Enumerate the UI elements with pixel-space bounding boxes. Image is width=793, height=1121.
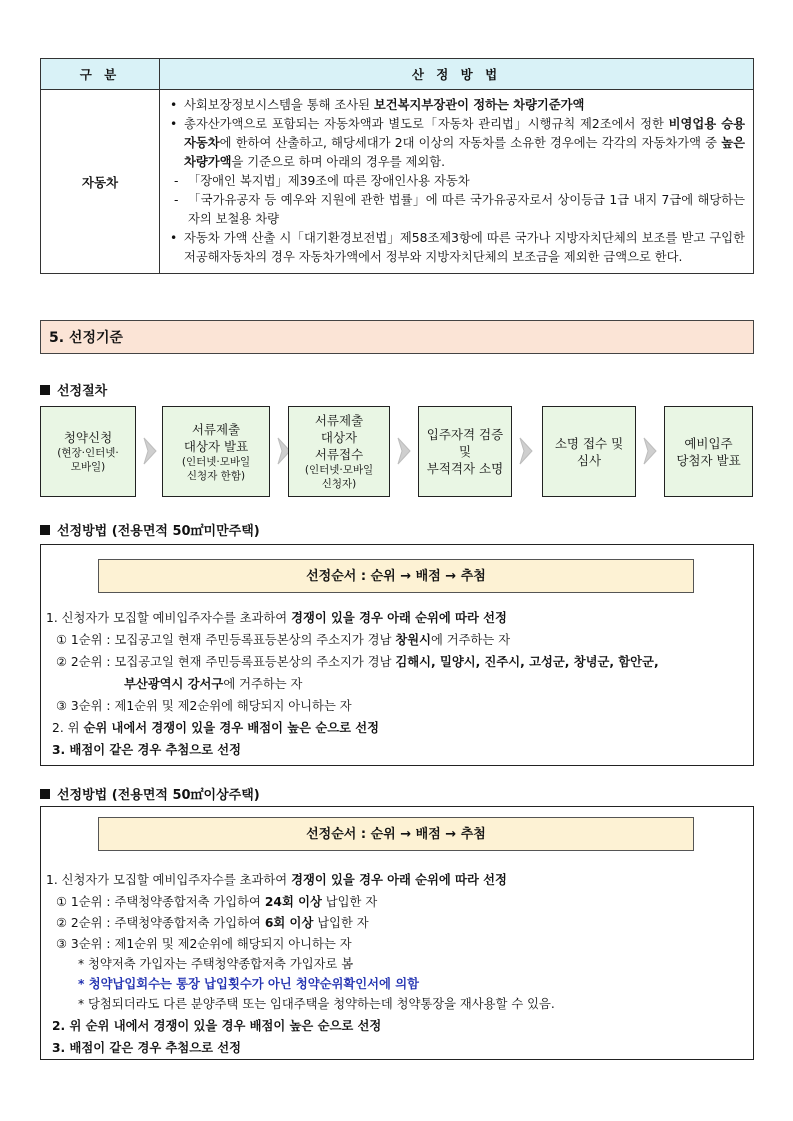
text-run: 에 거주하는 자 <box>223 677 303 691</box>
square-bullet-icon <box>40 789 50 799</box>
text-run: 순위 내에서 경쟁이 있을 경우 배점이 높은 순으로 선정 <box>83 721 380 735</box>
step-note: (현장·인터넷· 모바일) <box>57 447 119 473</box>
text-run: 에 한하여 산출하고, 해당세대가 2대 이상의 자동차를 소유한 경우에는 각각의 자동차가액 중 <box>219 136 722 150</box>
text-run: 보건복지부장관이 정하는 차량기준가액 <box>373 98 585 112</box>
category-cell: 자동차 <box>41 90 160 274</box>
text-run: 높은 차량가액 <box>184 136 745 169</box>
method2-title: 선정방법 (전용면적 50㎡이상주택) <box>57 788 260 803</box>
criteria-line <box>78 955 353 973</box>
step-label: 소명 접수 및 심사 <box>554 435 624 468</box>
text-run: 총자산가액으로 포함되는 자동차액과 별도로「자동차 관리법」시행규칙 제2조에서 정한 <box>184 117 669 131</box>
text-run: 에 거주하는 자 <box>431 633 511 647</box>
criteria-line <box>52 719 379 737</box>
text-run: 납입한 자 <box>321 895 378 909</box>
text-run: 「장애인 복지법」제39조에 따른 장애인사용 자동차 <box>188 174 470 188</box>
chevron-right-icon <box>396 436 412 466</box>
criteria-line <box>56 653 659 671</box>
text-run: * 청약저축 가입자는 주택청약종합저축 가입자로 봄 <box>78 957 354 971</box>
method-text <box>188 191 745 229</box>
text-run: ③ 3순위 : 제1순위 및 제2순위에 해당되지 아니하는 자 <box>56 937 352 951</box>
text-run: 2. 위 <box>52 721 84 735</box>
method1-order: 선정순서 : 순위 → 배점 → 추첨 <box>98 559 694 593</box>
method2-order: 선정순서 : 순위 → 배점 → 추첨 <box>98 817 694 851</box>
method-text <box>184 96 745 115</box>
method2-heading <box>40 784 260 803</box>
procedure-step <box>542 406 636 497</box>
criteria-line <box>56 893 377 911</box>
method-cell <box>160 90 754 274</box>
text-run: ② 2순위 : 주택청약종합저축 가입하여 <box>56 916 265 930</box>
text-run: * 청약납입회수는 통장 납입횟수가 아닌 청약순위확인서에 의함 <box>78 977 419 991</box>
method1-title: 선정방법 (전용면적 50㎡미만주택) <box>57 524 260 539</box>
method-list-item <box>170 191 745 229</box>
method-text <box>184 115 745 172</box>
criteria-line <box>124 675 302 693</box>
procedure-step <box>418 406 512 497</box>
chevron-right-icon <box>142 436 158 466</box>
criteria-line <box>52 1039 241 1057</box>
procedure-title: 선정절차 <box>57 384 108 399</box>
column-header-method: 산 정 방 법 <box>160 59 754 90</box>
method-text <box>188 172 745 191</box>
text-run: ① 1순위 : 주택청약종합저축 가입하여 <box>56 895 265 909</box>
step-label: 예비입주 당첨자 발표 <box>676 435 741 468</box>
procedure-step <box>40 406 136 497</box>
dash-icon: - <box>174 193 179 207</box>
text-run: ② 2순위 : 모집공고일 현재 주민등록표등본상의 주소지가 경남 <box>56 655 396 669</box>
method-text <box>184 229 745 267</box>
text-run: 1. 신청자가 모집할 예비입주자수를 초과하여 <box>46 873 292 887</box>
step-label: 청약신청 <box>63 430 113 445</box>
chevron-right-icon <box>642 436 658 466</box>
criteria-line <box>46 871 507 889</box>
procedure-heading <box>40 380 107 399</box>
vehicle-valuation-table <box>40 58 754 274</box>
step-note: (인터넷·모바일 신청자) <box>304 464 374 490</box>
step-label: 서류제출 대상자 발표 <box>183 421 249 454</box>
dash-icon: - <box>174 174 179 188</box>
text-run: 3. 배점이 같은 경우 추첨으로 선정 <box>52 743 242 757</box>
method-list-item <box>170 96 745 115</box>
chevron-right-icon <box>518 436 534 466</box>
procedure-step <box>664 406 753 497</box>
text-run: 2. 위 순위 내에서 경쟁이 있을 경우 배점이 높은 순으로 선정 <box>52 1019 382 1033</box>
text-run: 24회 이상 <box>264 895 322 909</box>
text-run: 「국가유공자 등 예우와 지원에 관한 법률」에 따른 국가유공자로서 상이등급 1급 내지 7급에 해당하는 자의 보철용 차량 <box>188 193 745 226</box>
criteria-line <box>52 741 241 759</box>
procedure-step <box>162 406 270 497</box>
bullet-icon: • <box>170 98 178 112</box>
text-run: ① 1순위 : 모집공고일 현재 주민등록표등본상의 주소지가 경남 <box>56 633 396 647</box>
text-run: 6회 이상 <box>264 916 314 930</box>
criteria-line <box>56 914 369 932</box>
method-list-item <box>170 229 745 267</box>
procedure-step <box>288 406 390 497</box>
text-run: 납입한 자 <box>313 916 369 930</box>
text-run: * 당첨되더라도 다른 분양주택 또는 임대주택을 청약하는데 청약통장을 재사용할 수 있음. <box>78 997 555 1011</box>
criteria-line <box>78 995 555 1013</box>
bullet-icon: • <box>170 117 178 131</box>
bullet-icon: • <box>170 231 178 245</box>
text-run: 부산광역시 강서구 <box>124 677 224 691</box>
criteria-line <box>56 631 510 649</box>
method-list-item <box>170 172 745 191</box>
method1-heading <box>40 520 260 539</box>
criteria-line <box>56 697 352 715</box>
text-run: 사회보장정보시스템을 통해 조사된 <box>184 98 374 112</box>
text-run: 3. 배점이 같은 경우 추첨으로 선정 <box>52 1041 242 1055</box>
text-run: 1. 신청자가 모집할 예비입주자수를 초과하여 <box>46 611 292 625</box>
column-header-category: 구 분 <box>41 59 160 90</box>
criteria-line <box>46 609 507 627</box>
criteria-line <box>78 975 419 993</box>
criteria-line <box>56 935 352 953</box>
text-run: ③ 3순위 : 제1순위 및 제2순위에 해당되지 아니하는 자 <box>56 699 352 713</box>
step-note: (인터넷·모바일 신청자 한함) <box>181 455 251 482</box>
step-label: 서류제출 대상자 서류접수 <box>314 413 364 462</box>
text-run: 김해시, 밀양시, 진주시, 고성군, 창녕군, 함안군, <box>395 655 659 669</box>
square-bullet-icon <box>40 385 50 395</box>
step-label: 입주자격 검증 및 부적격자 소명 <box>426 427 504 476</box>
text-run: 을 기준으로 하며 아래의 경우를 제외함. <box>231 155 446 169</box>
text-run: 창원시 <box>395 633 431 647</box>
text-run: 자동차 가액 산출 시「대기환경보전법」제58조제3항에 따른 국가나 지방자치단체의 보조를 받고 구입한 저공해자동차의 경우 자동차가액에서 정부와 지방자치단체의 보조금을 제외한 금액으로 한다. <box>184 231 745 264</box>
text-run: 비영업용 승용자동차 <box>184 117 745 150</box>
criteria-line <box>52 1017 381 1035</box>
text-run: 경쟁이 있을 경우 아래 순위에 따라 선정 <box>291 611 507 625</box>
method-list-item <box>170 115 745 172</box>
text-run: 경쟁이 있을 경우 아래 순위에 따라 선정 <box>291 873 507 887</box>
section-header: 5. 선정기준 <box>40 320 754 354</box>
square-bullet-icon <box>40 525 50 535</box>
